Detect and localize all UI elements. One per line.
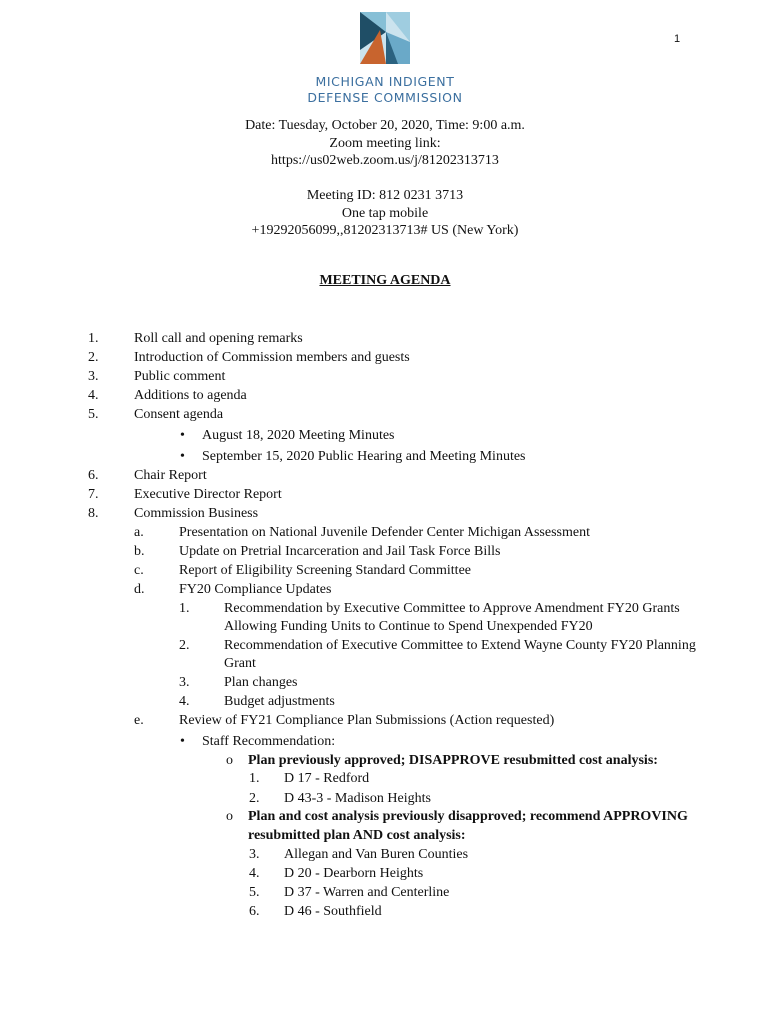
plan-entry <box>249 884 449 901</box>
meeting-dial-in <box>0 187 770 240</box>
item-text: August 18, 2020 Meeting Minutes <box>202 428 395 443</box>
item-text: Plan changes <box>224 675 298 690</box>
item-number: 1. <box>179 601 190 616</box>
item-number: 5. <box>88 407 99 422</box>
item-letter: b. <box>134 544 145 559</box>
plan-entry <box>249 790 431 807</box>
agenda-item <box>88 387 247 404</box>
item-text: September 15, 2020 Public Hearing and Meeting Minutes <box>202 449 526 464</box>
item-number: 4. <box>88 388 99 403</box>
sub-item <box>134 562 471 579</box>
item-number: 4. <box>249 866 260 881</box>
staff-recommendation-bullet <box>180 733 335 750</box>
item-text: D 37 - Warren and Centerline <box>284 885 450 900</box>
item-text: Update on Pretrial Incarceration and Jail Task Force Bills <box>179 544 501 559</box>
commission-logo-icon <box>360 12 410 64</box>
bullet-icon: • <box>180 428 185 443</box>
meeting-header <box>0 117 770 170</box>
item-text: Introduction of Commission members and guests <box>134 350 410 365</box>
sub-sub-item <box>179 600 680 617</box>
agenda-item <box>88 406 223 423</box>
plan-entry <box>249 846 468 863</box>
page-number: 1 <box>674 33 681 45</box>
bullet-icon: • <box>180 449 185 464</box>
item-text: Report of Eligibility Screening Standard Committee <box>179 563 472 578</box>
sub-item <box>134 524 590 541</box>
item-text: Staff Recommendation: <box>202 734 336 749</box>
consent-bullet-item <box>180 448 526 465</box>
item-text: Consent agenda <box>134 407 224 422</box>
item-number: 2. <box>179 638 190 653</box>
consent-bullet-item <box>180 427 395 444</box>
item-text: Presentation on National Juvenile Defender Center Michigan Assessment <box>179 525 590 540</box>
zoom-link[interactable]: https://us02web.zoom.us/j/81202313713 <box>271 153 499 168</box>
item-number: 5. <box>249 885 260 900</box>
item-text-continued: Grant <box>224 656 256 671</box>
item-text: Additions to agenda <box>134 388 247 403</box>
item-text: Recommendation by Executive Committee to Approve Amendment FY20 Grants <box>224 601 680 616</box>
circle-bullet-icon: o <box>226 753 233 768</box>
item-text: Allegan and Van Buren Counties <box>284 847 469 862</box>
meeting-date: Date: Tuesday, October 20, 2020, Time: 9:00 a.m. <box>245 118 525 133</box>
agenda-item <box>88 368 225 385</box>
item-number: 2. <box>249 791 260 806</box>
item-text: D 46 - Southfield <box>284 904 382 919</box>
plan-entry <box>249 865 423 882</box>
item-letter: e. <box>134 713 144 728</box>
item-number: 3. <box>179 675 190 690</box>
group-heading: Plan and cost analysis previously disapproved; recommend APPROVING <box>248 809 688 824</box>
plan-entry <box>249 770 369 787</box>
agenda-item <box>88 349 410 366</box>
one-tap-label: One tap mobile <box>341 205 429 221</box>
item-text: Executive Director Report <box>134 487 282 502</box>
bullet-icon: • <box>180 734 185 749</box>
item-number: 7. <box>88 487 99 502</box>
logo-line-2: DEFENSE COMMISSION <box>307 90 463 105</box>
meeting-id: Meeting ID: 812 0231 3713 <box>306 188 464 203</box>
item-text: Public comment <box>134 369 226 384</box>
item-text: D 20 - Dearborn Heights <box>284 866 424 881</box>
sub-sub-item <box>179 693 335 710</box>
item-text: Budget adjustments <box>224 694 335 709</box>
item-text: D 43-3 - Madison Heights <box>284 791 431 806</box>
item-text: Commission Business <box>134 506 259 521</box>
item-text: D 17 - Redford <box>284 771 370 786</box>
circle-bullet-icon: o <box>226 809 233 824</box>
sub-item <box>134 581 331 598</box>
agenda-item <box>88 505 258 522</box>
plan-entry <box>249 903 382 920</box>
sub-item <box>134 712 554 729</box>
item-number: 3. <box>88 369 99 384</box>
sub-item <box>134 543 500 560</box>
item-text: Review of FY21 Compliance Plan Submissions (Action requested) <box>179 713 555 728</box>
item-number: 1. <box>249 771 260 786</box>
zoom-link-label: Zoom meeting link: <box>329 135 441 151</box>
agenda-item <box>88 330 303 347</box>
logo-line-1: MICHIGAN INDIGENT <box>315 74 455 89</box>
item-letter: a. <box>134 525 144 540</box>
item-text: Recommendation of Executive Committee to Extend Wayne County FY20 Planning <box>224 638 696 653</box>
item-text: Chair Report <box>134 468 207 483</box>
agenda-item <box>88 467 207 484</box>
item-number: 6. <box>249 904 260 919</box>
agenda-item <box>88 486 282 503</box>
item-text: FY20 Compliance Updates <box>179 582 332 597</box>
item-number: 8. <box>88 506 99 521</box>
item-number: 2. <box>88 350 99 365</box>
logo-wordmark <box>300 74 470 106</box>
item-text: Roll call and opening remarks <box>134 331 303 346</box>
item-letter: c. <box>134 563 144 578</box>
item-number: 4. <box>179 694 190 709</box>
sub-sub-item <box>179 674 297 691</box>
item-text-continued: Allowing Funding Units to Continue to Spend Unexpended FY20 <box>224 619 593 634</box>
item-number: 1. <box>88 331 99 346</box>
agenda-title: MEETING AGENDA <box>319 273 451 288</box>
group-heading-continued: resubmitted plan AND cost analysis: <box>248 828 466 843</box>
one-tap-number: +19292056099,,81202313713# US (New York) <box>251 223 519 238</box>
item-number: 6. <box>88 468 99 483</box>
recommendation-group <box>226 752 658 769</box>
group-heading: Plan previously approved; DISAPPROVE resubmitted cost analysis: <box>248 753 658 768</box>
item-number: 3. <box>249 847 260 862</box>
recommendation-group <box>226 808 688 825</box>
sub-sub-item <box>179 637 696 654</box>
item-letter: d. <box>134 582 145 597</box>
